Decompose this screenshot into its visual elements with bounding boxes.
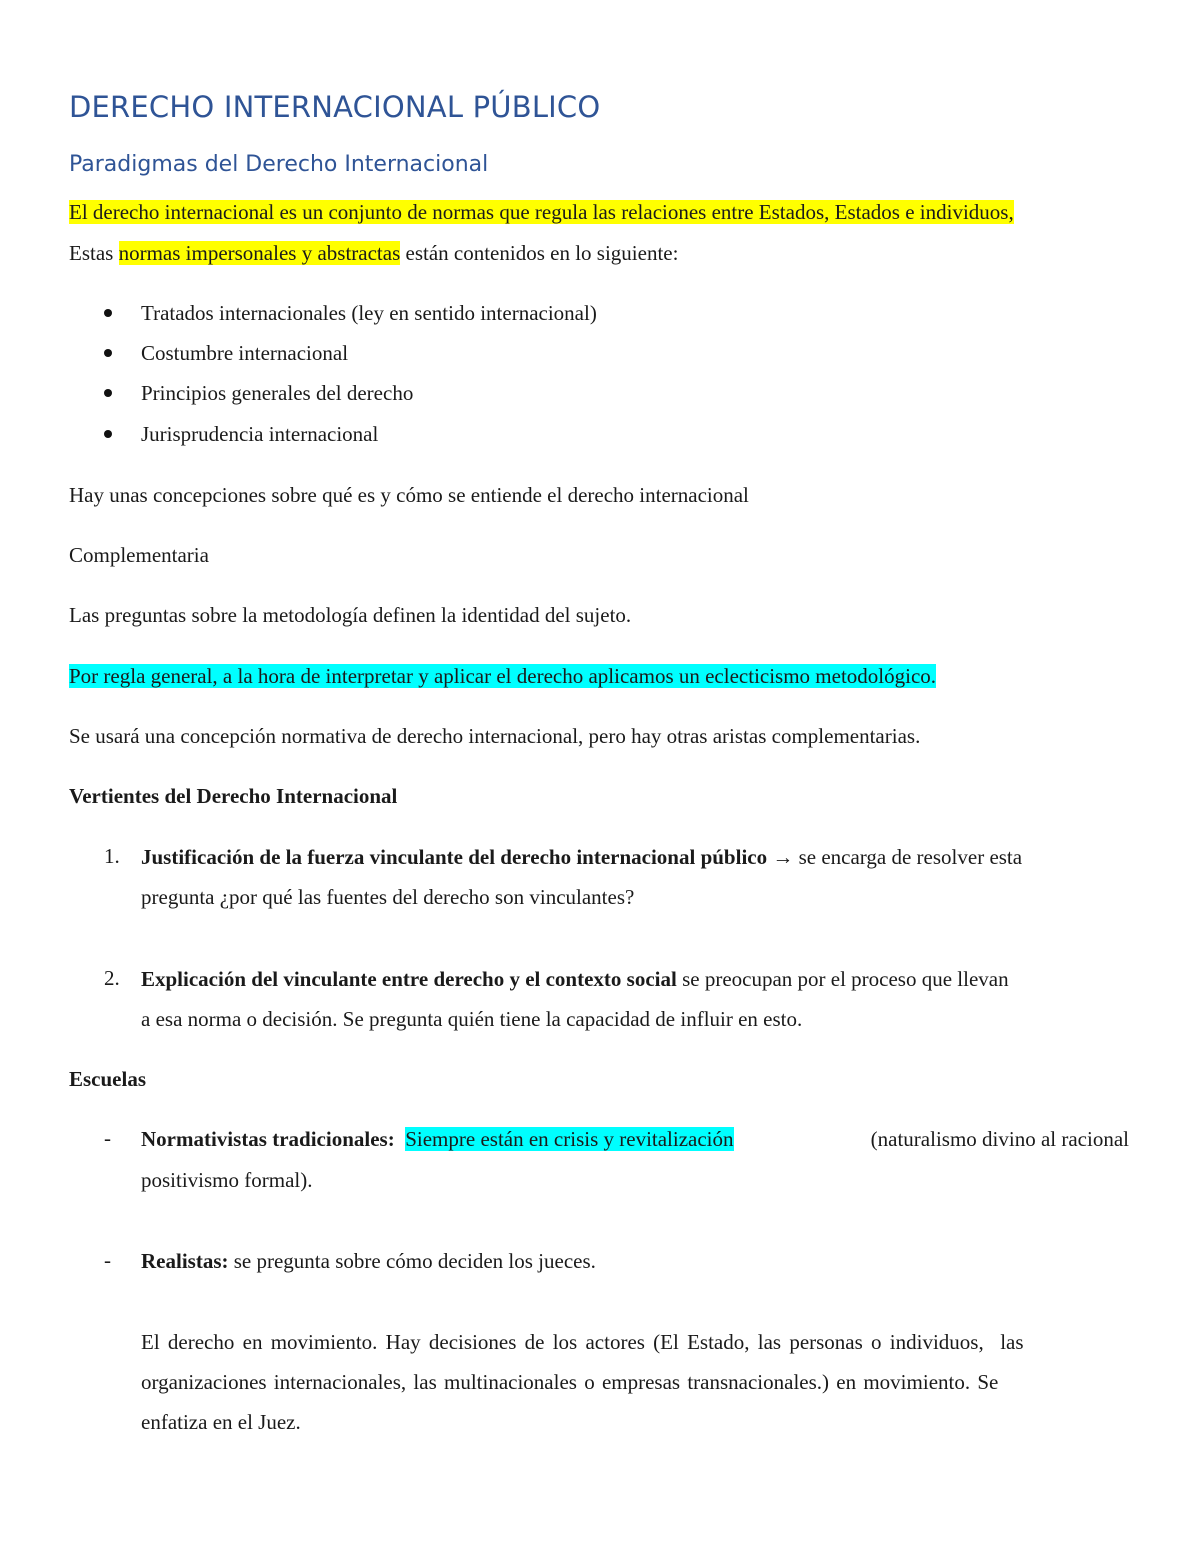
escuela-1-line1 [141, 1126, 1129, 1152]
heading-escuelas: Escuelas [69, 1067, 147, 1091]
paragraph-definition [69, 199, 1014, 225]
escuela-2-rest: se pregunta sobre cómo deciden los jueces. [228, 1249, 596, 1273]
heading-vertientes: Vertientes del Derecho Internacional [69, 784, 398, 808]
list-number: 2. [104, 966, 120, 990]
realistas-text-line2: organizaciones internacionales, las multinacionales o empresas transnacionales.) en movimiento. Se [141, 1370, 999, 1394]
escuela-2-title: Realistas: [141, 1249, 229, 1273]
section-heading-paradigmas: Paradigmas del Derecho Internacional [69, 152, 489, 177]
vertiente-2-rest: se preocupan por el proceso que llevan [676, 967, 1009, 991]
norms-post: están contenidos en lo siguiente: [400, 241, 679, 265]
list-number: 1. [104, 844, 120, 868]
paragraph-metodologia: Las preguntas sobre la metodología definen la identidad del sujeto. [69, 603, 632, 627]
paragraph-complementaria: Complementaria [69, 543, 209, 567]
paragraph-eclecticismo [69, 663, 936, 689]
realistas-paragraph-line2 [141, 1369, 1129, 1395]
vertiente-1-line1 [141, 844, 1022, 870]
escuela-1-line2: positivismo formal). [141, 1168, 313, 1192]
list-item: Principios generales del derecho [141, 381, 414, 405]
vertiente-1-rest: se encarga de resolver esta [793, 845, 1023, 869]
bullet-icon [104, 430, 112, 438]
escuela-1-title: Normativistas tradicionales: [141, 1127, 395, 1151]
list-item: Tratados internacionales (ley en sentido internacional) [141, 301, 597, 325]
document-title: DERECHO INTERNACIONAL PÚBLICO [69, 90, 601, 124]
escuela-2-line1 [141, 1248, 596, 1274]
bullet-icon [104, 389, 112, 397]
list-item: Jurisprudencia internacional [141, 422, 379, 446]
norms-pre: Estas [69, 241, 119, 265]
escuela-1-head [141, 1126, 734, 1152]
paragraph-norms [69, 240, 678, 266]
vertiente-2-title: Explicación del vinculante entre derecho y el contexto social [141, 967, 677, 991]
paragraph-concepcion-normativa: Se usará una concepción normativa de derecho internacional, pero hay otras aristas complementarias. [69, 724, 921, 748]
list-item: Costumbre internacional [141, 341, 349, 365]
norms-highlight: normas impersonales y abstractas [118, 241, 401, 265]
vertiente-2-line2: a esa norma o decisión. Se pregunta quién tiene la capacidad de influir en esto. [141, 1007, 803, 1031]
realistas-paragraph-line1 [141, 1329, 1129, 1355]
vertiente-1-line2: pregunta ¿por qué las fuentes del derecho son vinculantes? [141, 885, 635, 909]
dash-marker: - [104, 1126, 111, 1150]
arrow-right-icon: → [772, 845, 794, 869]
bullet-icon [104, 309, 112, 317]
realistas-text-line1: El derecho en movimiento. Hay decisiones de los actores (El Estado, las personas o individuos, las [141, 1330, 1024, 1354]
vertiente-2-line1 [141, 966, 1009, 992]
realistas-paragraph-line3: enfatiza en el Juez. [141, 1410, 301, 1434]
highlighted-eclecticismo: Por regla general, a la hora de interpretar y aplicar el derecho aplicamos un eclecticismo metodológico. [69, 664, 937, 688]
vertiente-1-title: Justificación de la fuerza vinculante del derecho internacional público [141, 845, 768, 869]
dash-marker: - [104, 1248, 111, 1272]
escuela-1-rest: (naturalismo divino al racional [870, 1127, 1129, 1151]
highlighted-definition: El derecho internacional es un conjunto de normas que regula las relaciones entre Estados, Estados e individuos, [69, 200, 1014, 224]
escuela-1-highlight: Siempre están en crisis y revitalización [405, 1127, 734, 1151]
paragraph-concepciones: Hay unas concepciones sobre qué es y cómo se entiende el derecho internacional [69, 483, 749, 507]
bullet-icon [104, 349, 112, 357]
